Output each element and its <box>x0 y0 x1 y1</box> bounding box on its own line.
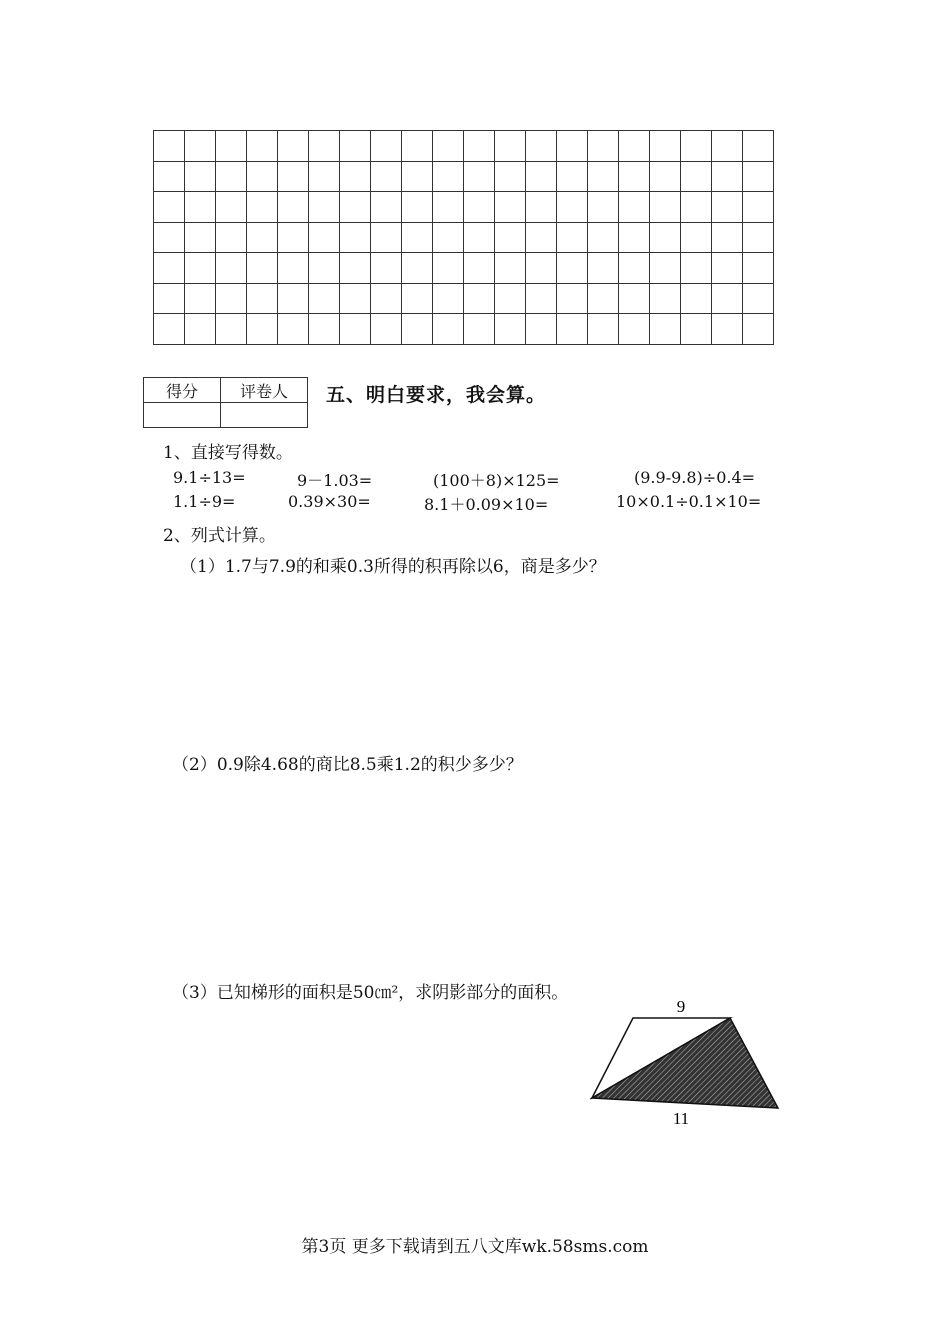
grid-cell[interactable] <box>402 222 433 253</box>
grid-cell[interactable] <box>712 222 743 253</box>
grid-cell[interactable] <box>464 192 495 223</box>
grid-cell[interactable] <box>309 283 340 314</box>
grid-cell[interactable] <box>247 222 278 253</box>
grid-cell[interactable] <box>402 131 433 162</box>
grid-row <box>154 161 774 192</box>
grid-cell[interactable] <box>216 222 247 253</box>
grid-cell[interactable] <box>340 253 371 284</box>
grid-cell[interactable] <box>154 192 185 223</box>
calc-5: 1.1÷9= <box>173 492 236 511</box>
grid-cell[interactable] <box>557 192 588 223</box>
grid-cell[interactable] <box>712 314 743 345</box>
grid-cell[interactable] <box>495 192 526 223</box>
grid-cell[interactable] <box>278 192 309 223</box>
grid-cell[interactable] <box>154 131 185 162</box>
grid-cell[interactable] <box>309 192 340 223</box>
grid-cell[interactable] <box>433 192 464 223</box>
grid-cell[interactable] <box>154 283 185 314</box>
grid-cell[interactable] <box>371 314 402 345</box>
section-title: 五、明白要求，我会算。 <box>326 384 547 406</box>
grid-cell[interactable] <box>712 283 743 314</box>
grid-cell[interactable] <box>712 131 743 162</box>
grid-cell[interactable] <box>712 192 743 223</box>
grid-row <box>154 131 774 162</box>
calc-1: 9.1÷13= <box>173 468 246 487</box>
grid-cell[interactable] <box>154 222 185 253</box>
grid-cell[interactable] <box>712 253 743 284</box>
grid-cell[interactable] <box>371 283 402 314</box>
bottom-base-label: 11 <box>672 1109 690 1128</box>
grid-cell[interactable] <box>464 314 495 345</box>
grid-cell[interactable] <box>371 192 402 223</box>
grid-cell[interactable] <box>557 253 588 284</box>
grid-cell[interactable] <box>247 283 278 314</box>
page-footer: 第3页 更多下载请到五八文库wk.58sms.com <box>301 1237 649 1257</box>
grid-cell[interactable] <box>278 161 309 192</box>
part2-title: 2、列式计算。 <box>163 526 276 546</box>
answer-grid <box>153 130 774 345</box>
grid-cell[interactable] <box>216 161 247 192</box>
grid-cell[interactable] <box>433 283 464 314</box>
grid-cell[interactable] <box>464 222 495 253</box>
grid-cell[interactable] <box>185 161 216 192</box>
grid-cell[interactable] <box>464 283 495 314</box>
grid-cell[interactable] <box>681 222 712 253</box>
grid-cell[interactable] <box>216 314 247 345</box>
grid-cell[interactable] <box>278 283 309 314</box>
grid-cell[interactable] <box>712 161 743 192</box>
calc-3: (100＋8)×125= <box>433 471 560 490</box>
grid-cell[interactable] <box>216 192 247 223</box>
grid-cell[interactable] <box>619 222 650 253</box>
grid-cell[interactable] <box>185 283 216 314</box>
grid-cell[interactable] <box>216 131 247 162</box>
grid-cell[interactable] <box>495 283 526 314</box>
grid-cell[interactable] <box>650 161 681 192</box>
grader-header: 评卷人 <box>221 378 308 403</box>
grid-row <box>154 192 774 223</box>
grid-cell[interactable] <box>309 161 340 192</box>
grid-cell[interactable] <box>557 314 588 345</box>
grid-cell[interactable] <box>495 222 526 253</box>
grid-cell[interactable] <box>557 222 588 253</box>
question-2: （2）0.9除4.68的商比8.5乘1.2的积少多少？ <box>172 755 523 775</box>
grid-cell[interactable] <box>588 253 619 284</box>
grid-cell[interactable] <box>588 161 619 192</box>
grid-cell[interactable] <box>743 161 774 192</box>
grid-cell[interactable] <box>681 161 712 192</box>
grid-cell[interactable] <box>433 161 464 192</box>
grid-cell[interactable] <box>433 314 464 345</box>
grid-cell[interactable] <box>278 131 309 162</box>
grid-cell[interactable] <box>185 131 216 162</box>
grid-cell[interactable] <box>495 314 526 345</box>
grid-cell[interactable] <box>743 314 774 345</box>
grid-cell[interactable] <box>340 192 371 223</box>
grid-cell[interactable] <box>743 283 774 314</box>
grid-cell[interactable] <box>247 314 278 345</box>
score-cell[interactable] <box>144 403 221 428</box>
grid-cell[interactable] <box>154 253 185 284</box>
grid-cell[interactable] <box>526 222 557 253</box>
grid-cell[interactable] <box>216 253 247 284</box>
grid-cell[interactable] <box>278 314 309 345</box>
grid-cell[interactable] <box>681 314 712 345</box>
grid-cell[interactable] <box>464 131 495 162</box>
grid-cell[interactable] <box>340 283 371 314</box>
score-box <box>143 377 308 428</box>
grid-cell[interactable] <box>185 253 216 284</box>
grid-cell[interactable] <box>371 222 402 253</box>
grid-cell[interactable] <box>278 222 309 253</box>
top-base-label: 9 <box>676 997 686 1016</box>
question-1: （1）1.7与7.9的和乘0.3所得的积再除以6，商是多少？ <box>180 557 606 577</box>
grid-cell[interactable] <box>402 253 433 284</box>
grid-cell[interactable] <box>619 314 650 345</box>
grid-row <box>154 314 774 345</box>
grid-cell[interactable] <box>247 192 278 223</box>
grid-cell[interactable] <box>340 131 371 162</box>
grid-cell[interactable] <box>588 131 619 162</box>
grid-cell[interactable] <box>464 161 495 192</box>
grid-cell[interactable] <box>185 314 216 345</box>
calc-6: 0.39×30= <box>288 492 371 511</box>
grid-cell[interactable] <box>650 222 681 253</box>
grid-cell[interactable] <box>557 131 588 162</box>
grid-cell[interactable] <box>526 131 557 162</box>
grid-cell[interactable] <box>154 314 185 345</box>
grid-cell[interactable] <box>743 253 774 284</box>
grid-cell[interactable] <box>588 283 619 314</box>
grid-cell[interactable] <box>495 253 526 284</box>
grid-cell[interactable] <box>371 131 402 162</box>
grid-cell[interactable] <box>340 161 371 192</box>
grid-cell[interactable] <box>526 283 557 314</box>
grid-cell[interactable] <box>743 222 774 253</box>
grid-cell[interactable] <box>433 253 464 284</box>
grid-cell[interactable] <box>650 192 681 223</box>
grid-cell[interactable] <box>619 131 650 162</box>
grid-cell[interactable] <box>154 161 185 192</box>
grid-cell[interactable] <box>185 222 216 253</box>
grid-cell[interactable] <box>216 283 247 314</box>
grid-cell[interactable] <box>681 192 712 223</box>
grid-cell[interactable] <box>371 253 402 284</box>
grid-cell[interactable] <box>650 283 681 314</box>
calc-8: 10×0.1÷0.1×10= <box>616 492 762 511</box>
calc-7: 8.1＋0.09×10= <box>424 495 549 514</box>
grid-cell[interactable] <box>371 161 402 192</box>
grid-cell[interactable] <box>309 253 340 284</box>
grid-row <box>154 253 774 284</box>
grid-cell[interactable] <box>495 161 526 192</box>
grid-cell[interactable] <box>681 283 712 314</box>
grader-cell[interactable] <box>221 403 308 428</box>
grid-cell[interactable] <box>588 222 619 253</box>
grid-cell[interactable] <box>650 314 681 345</box>
grid-cell[interactable] <box>619 283 650 314</box>
grid-cell[interactable] <box>681 253 712 284</box>
grid-cell[interactable] <box>650 131 681 162</box>
grid-cell[interactable] <box>495 131 526 162</box>
grid-cell[interactable] <box>340 314 371 345</box>
grid-cell[interactable] <box>309 222 340 253</box>
grid-cell[interactable] <box>681 131 712 162</box>
grid-cell[interactable] <box>526 314 557 345</box>
question-3: （3）已知梯形的面积是50㎝²，求阴影部分的面积。 <box>172 983 569 1003</box>
grid-cell[interactable] <box>309 131 340 162</box>
grid-row <box>154 283 774 314</box>
grid-cell[interactable] <box>340 222 371 253</box>
score-header: 得分 <box>144 378 221 403</box>
grid-cell[interactable] <box>433 222 464 253</box>
grid-cell[interactable] <box>185 192 216 223</box>
grid-cell[interactable] <box>650 253 681 284</box>
part1-title: 1、直接写得数。 <box>163 443 293 463</box>
calc-4: (9.9-9.8)÷0.4= <box>634 468 756 487</box>
grid-cell[interactable] <box>557 283 588 314</box>
grid-cell[interactable] <box>619 161 650 192</box>
calc-2: 9－1.03= <box>297 471 373 490</box>
grid-cell[interactable] <box>402 283 433 314</box>
grid-cell[interactable] <box>402 192 433 223</box>
grid-cell[interactable] <box>526 161 557 192</box>
grid-cell[interactable] <box>309 314 340 345</box>
grid-cell[interactable] <box>247 131 278 162</box>
grid-cell[interactable] <box>402 161 433 192</box>
grid-cell[interactable] <box>588 192 619 223</box>
grid-cell[interactable] <box>464 253 495 284</box>
grid-cell[interactable] <box>402 314 433 345</box>
grid-cell[interactable] <box>619 192 650 223</box>
grid-cell[interactable] <box>526 192 557 223</box>
grid-cell[interactable] <box>433 131 464 162</box>
trapezoid-figure <box>580 990 790 1130</box>
grid-cell[interactable] <box>247 253 278 284</box>
grid-cell[interactable] <box>619 253 650 284</box>
grid-cell[interactable] <box>743 131 774 162</box>
grid-cell[interactable] <box>588 314 619 345</box>
grid-cell[interactable] <box>247 161 278 192</box>
grid-cell[interactable] <box>278 253 309 284</box>
grid-row <box>154 222 774 253</box>
grid-cell[interactable] <box>526 253 557 284</box>
grid-cell[interactable] <box>743 192 774 223</box>
grid-cell[interactable] <box>557 161 588 192</box>
